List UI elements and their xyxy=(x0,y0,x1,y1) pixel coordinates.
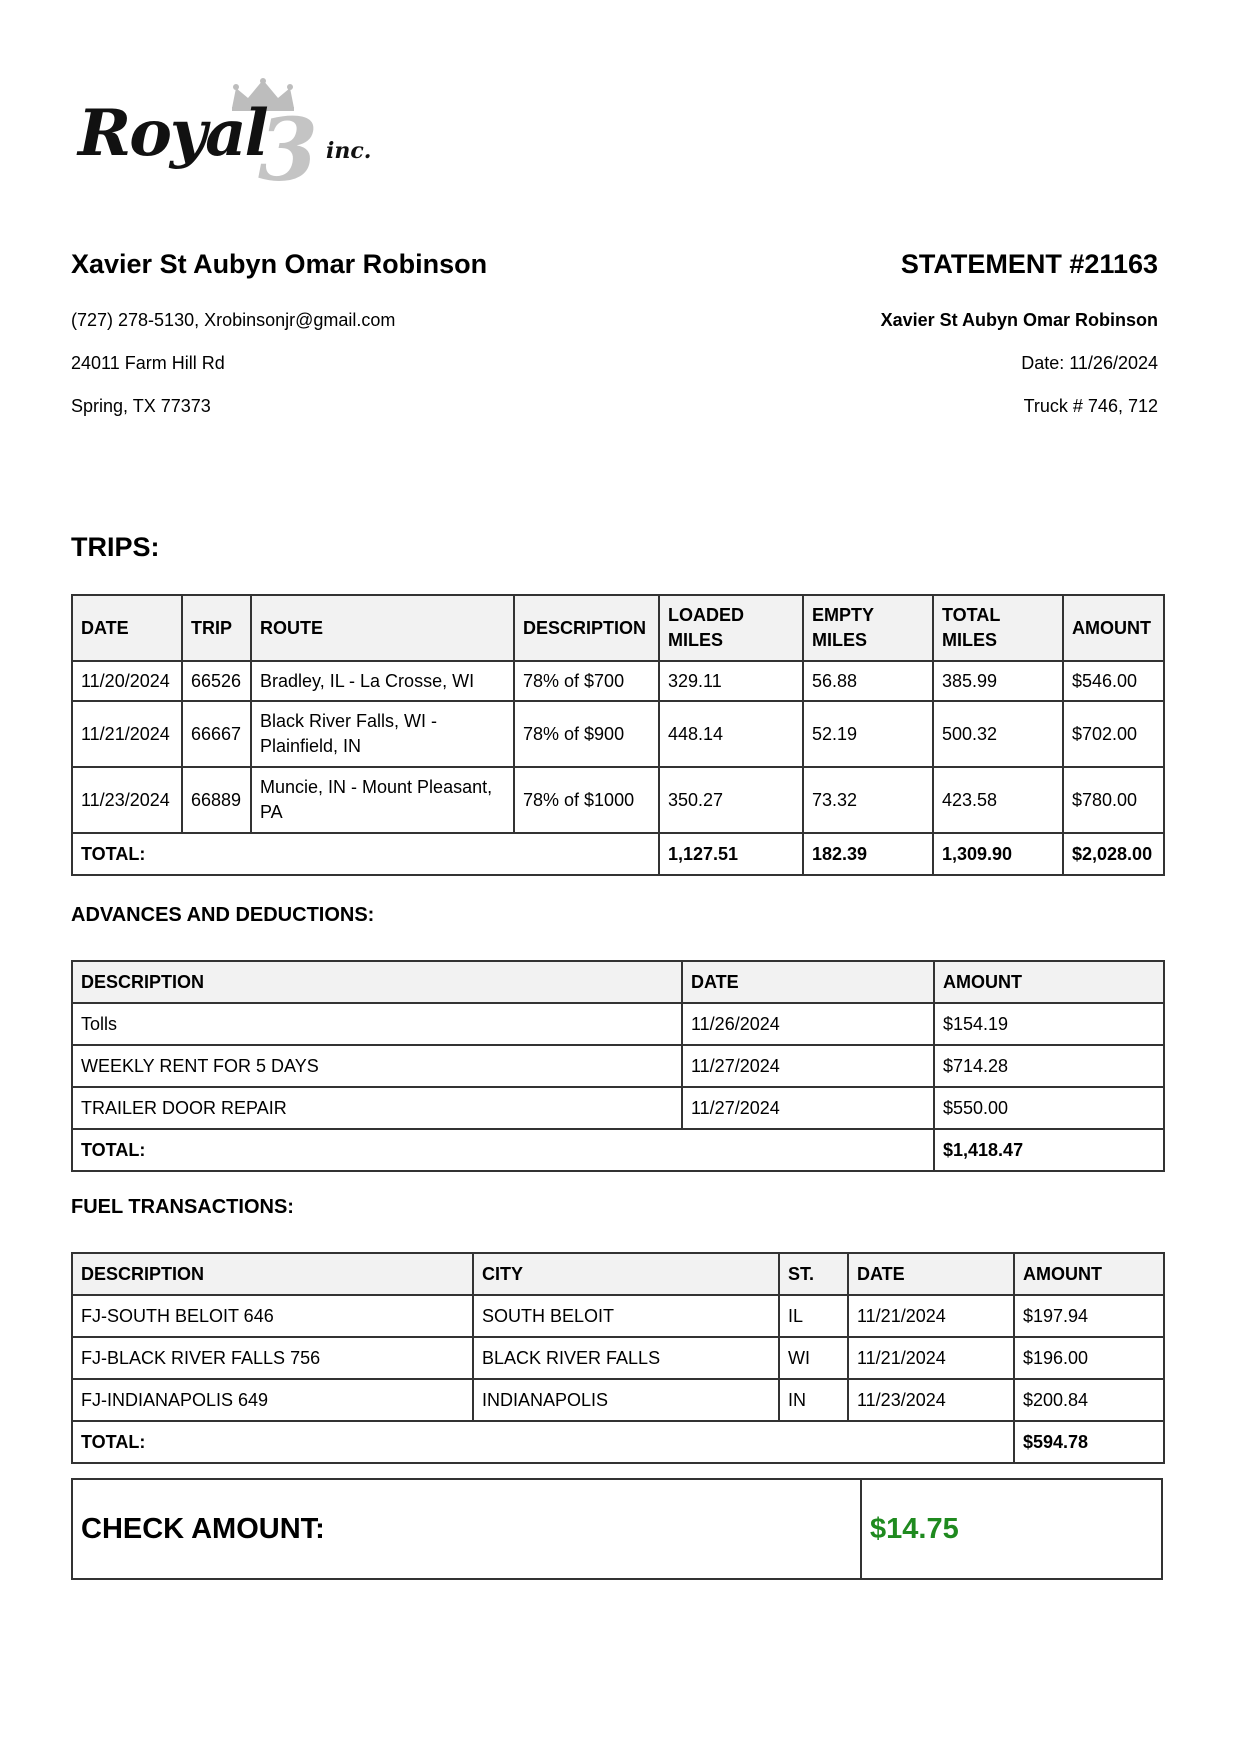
total-label: TOTAL: xyxy=(72,833,659,875)
truck-number: Truck # 746, 712 xyxy=(1023,396,1158,416)
table-cell: $196.00 xyxy=(1014,1337,1164,1379)
check-amount-value: $14.75 xyxy=(870,1512,959,1545)
statement-date: Date: 11/26/2024 xyxy=(1021,353,1158,373)
driver-name: Xavier St Aubyn Omar Robinson xyxy=(71,249,488,279)
table-cell: 11/21/2024 xyxy=(72,701,182,767)
driver-contact: (727) 278-5130, Xrobinsonjr@gmail.com xyxy=(71,310,396,330)
logo-numeral: 3 xyxy=(258,100,318,201)
table-cell: IL xyxy=(779,1295,848,1337)
table-cell: 385.99 xyxy=(933,661,1063,701)
table-cell: WEEKLY RENT FOR 5 DAYS xyxy=(72,1045,682,1087)
column-header: DESCRIPTION xyxy=(72,1253,473,1295)
column-header: DATE xyxy=(848,1253,1014,1295)
table-header-row xyxy=(72,595,1164,661)
column-header: TRIP xyxy=(182,595,251,661)
table-cell: 11/27/2024 xyxy=(682,1045,934,1087)
table-cell: $546.00 xyxy=(1063,661,1164,701)
driver-address-line2: Spring, TX 77373 xyxy=(71,396,211,416)
statement-info xyxy=(880,248,1158,416)
table-cell: 78% of $900 xyxy=(514,701,659,767)
column-header: AMOUNT xyxy=(1014,1253,1164,1295)
table-cell: $714.28 xyxy=(934,1045,1164,1087)
table-row xyxy=(72,661,1164,701)
table-cell: Black River Falls, WI - Plainfield, IN xyxy=(251,701,514,767)
table-cell: 11/21/2024 xyxy=(848,1295,1014,1337)
table-cell: 73.32 xyxy=(803,767,933,833)
company-logo xyxy=(78,78,378,201)
table-cell: FJ-BLACK RIVER FALLS 756 xyxy=(72,1337,473,1379)
table-cell: $780.00 xyxy=(1063,767,1164,833)
table-cell: FJ-INDIANAPOLIS 649 xyxy=(72,1379,473,1421)
column-header: LOADED MILES xyxy=(659,595,803,661)
table-row xyxy=(72,1337,1164,1379)
driver-info xyxy=(71,248,488,416)
column-header: DESCRIPTION xyxy=(72,961,682,1003)
column-header: AMOUNT xyxy=(1063,595,1164,661)
table-cell: 423.58 xyxy=(933,767,1063,833)
table-row xyxy=(72,1379,1164,1421)
table-row xyxy=(72,1295,1164,1337)
table-cell: $702.00 xyxy=(1063,701,1164,767)
table-total-row xyxy=(72,1129,1164,1171)
table-cell: SOUTH BELOIT xyxy=(473,1295,779,1337)
check-amount-box xyxy=(71,1478,1163,1580)
column-header: TOTAL MILES xyxy=(933,595,1063,661)
table-cell: 56.88 xyxy=(803,661,933,701)
table-cell: 11/26/2024 xyxy=(682,1003,934,1045)
column-header: ST. xyxy=(779,1253,848,1295)
table-cell: 11/23/2024 xyxy=(848,1379,1014,1421)
check-amount-label: CHECK AMOUNT: xyxy=(73,1480,862,1578)
table-row xyxy=(72,767,1164,833)
total-label: TOTAL: xyxy=(72,1421,1014,1463)
trips-table xyxy=(71,594,1165,876)
table-header-row xyxy=(72,961,1164,1003)
total-empty-miles: 182.39 xyxy=(803,833,933,875)
logo-brand: Royal xyxy=(78,96,267,171)
driver-address-line1: 24011 Farm Hill Rd xyxy=(71,353,225,373)
total-amount: $1,418.47 xyxy=(934,1129,1164,1171)
table-row xyxy=(72,1045,1164,1087)
fuel-table xyxy=(71,1252,1165,1464)
table-cell: 11/20/2024 xyxy=(72,661,182,701)
table-cell: 329.11 xyxy=(659,661,803,701)
table-cell: 66667 xyxy=(182,701,251,767)
table-cell: 66526 xyxy=(182,661,251,701)
column-header: EMPTY MILES xyxy=(803,595,933,661)
table-cell: 11/23/2024 xyxy=(72,767,182,833)
table-cell: Tolls xyxy=(72,1003,682,1045)
table-row xyxy=(72,1003,1164,1045)
table-cell: IN xyxy=(779,1379,848,1421)
total-amount: $594.78 xyxy=(1014,1421,1164,1463)
table-row xyxy=(72,701,1164,767)
deductions-title: ADVANCES AND DEDUCTIONS: xyxy=(71,904,375,926)
table-total-row xyxy=(72,833,1164,875)
table-cell: 78% of $700 xyxy=(514,661,659,701)
total-amount: $2,028.00 xyxy=(1063,833,1164,875)
table-cell: Muncie, IN - Mount Pleasant, PA xyxy=(251,767,514,833)
column-header: AMOUNT xyxy=(934,961,1164,1003)
table-cell: WI xyxy=(779,1337,848,1379)
table-row xyxy=(72,1087,1164,1129)
table-cell: BLACK RIVER FALLS xyxy=(473,1337,779,1379)
table-total-row xyxy=(72,1421,1164,1463)
trips-title: TRIPS: xyxy=(71,532,160,562)
table-cell: FJ-SOUTH BELOIT 646 xyxy=(72,1295,473,1337)
table-cell: 11/27/2024 xyxy=(682,1087,934,1129)
deductions-table xyxy=(71,960,1165,1172)
table-cell: TRAILER DOOR REPAIR xyxy=(72,1087,682,1129)
table-header-row xyxy=(72,1253,1164,1295)
table-cell: $154.19 xyxy=(934,1003,1164,1045)
column-header: DATE xyxy=(72,595,182,661)
table-cell: 52.19 xyxy=(803,701,933,767)
total-label: TOTAL: xyxy=(72,1129,934,1171)
table-cell: 66889 xyxy=(182,767,251,833)
column-header: ROUTE xyxy=(251,595,514,661)
column-header: DATE xyxy=(682,961,934,1003)
logo-suffix: inc. xyxy=(326,138,372,164)
table-cell: 448.14 xyxy=(659,701,803,767)
table-cell: 500.32 xyxy=(933,701,1063,767)
table-cell: 350.27 xyxy=(659,767,803,833)
table-cell: INDIANAPOLIS xyxy=(473,1379,779,1421)
total-miles: 1,309.90 xyxy=(933,833,1063,875)
statement-driver-name: Xavier St Aubyn Omar Robinson xyxy=(880,310,1158,330)
table-cell: $550.00 xyxy=(934,1087,1164,1129)
statement-title: STATEMENT #21163 xyxy=(900,249,1158,279)
table-cell: Bradley, IL - La Crosse, WI xyxy=(251,661,514,701)
table-cell: $197.94 xyxy=(1014,1295,1164,1337)
column-header: DESCRIPTION xyxy=(514,595,659,661)
fuel-title: FUEL TRANSACTIONS: xyxy=(71,1196,294,1218)
table-cell: 78% of $1000 xyxy=(514,767,659,833)
column-header: CITY xyxy=(473,1253,779,1295)
table-cell: 11/21/2024 xyxy=(848,1337,1014,1379)
table-cell: $200.84 xyxy=(1014,1379,1164,1421)
total-loaded-miles: 1,127.51 xyxy=(659,833,803,875)
